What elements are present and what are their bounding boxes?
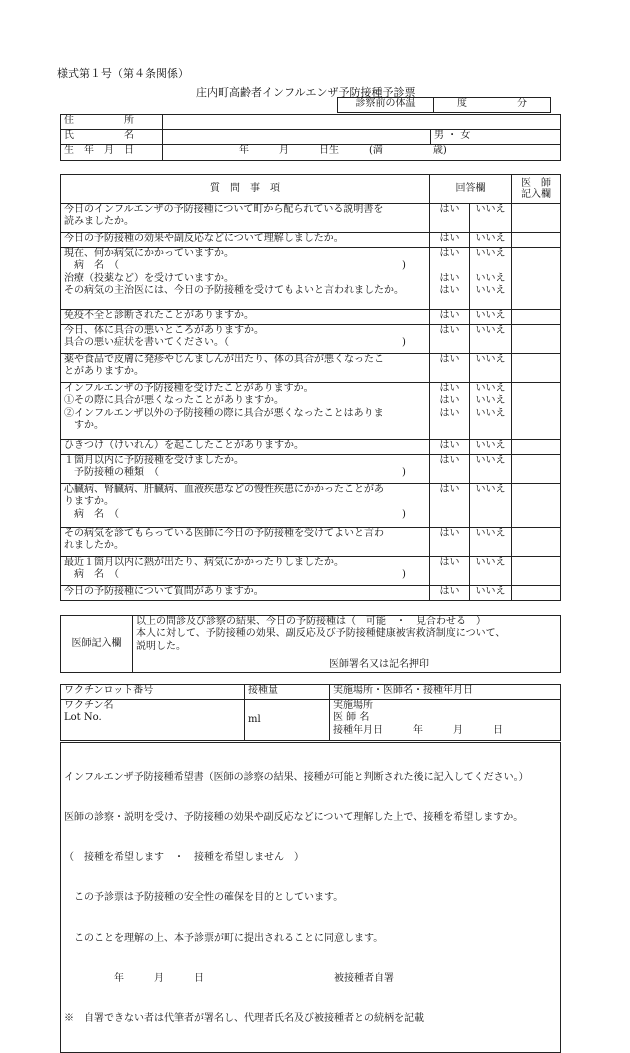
close-paren: ) bbox=[402, 337, 406, 349]
question-11: その病気を診てもらっている医師に今日の予防接種を受けてよいと言わ れましたか。 bbox=[61, 528, 430, 557]
doctor-note-cell[interactable] bbox=[512, 586, 561, 601]
close-paren: ) bbox=[402, 467, 406, 479]
question-3c: 治療（投薬など）を受けていますか。 bbox=[64, 272, 234, 284]
doctor-note-cell[interactable] bbox=[512, 484, 561, 528]
question-6: 薬や食品で皮膚に発疹やじんましんが出たり、体の具合が悪くなったこ とがありますか。 bbox=[61, 354, 430, 383]
name-field[interactable] bbox=[163, 130, 431, 145]
question-12 bbox=[61, 557, 430, 586]
q5-symptom-label: 具合の悪い症状を書いてください。（ bbox=[64, 337, 229, 349]
dob-field[interactable]: 年 月 日生 (満 歳) bbox=[163, 145, 561, 161]
doctor-entry-table bbox=[60, 615, 561, 673]
doctor-note-cell[interactable] bbox=[512, 233, 561, 248]
consent-line-4: この予診票は予防接種の安全性の確保を目的としています。 bbox=[64, 892, 344, 904]
doctor-column-header: 医 師 記入欄 bbox=[512, 175, 561, 204]
yes-option[interactable]: はい bbox=[439, 285, 460, 297]
doctor-note-cell[interactable] bbox=[512, 325, 561, 354]
yes-option[interactable]: はい bbox=[430, 586, 470, 601]
yes-options[interactable] bbox=[430, 248, 470, 310]
doctor-note-cell[interactable] bbox=[512, 204, 561, 233]
doctor-note-cell[interactable] bbox=[512, 455, 561, 484]
question-5a: 今日、体に具合の悪いところがありますか。 bbox=[64, 325, 264, 336]
doctor-name-line: 医 師 名 bbox=[333, 712, 370, 724]
no-options[interactable] bbox=[470, 383, 512, 440]
doctor-signature-label: 医師署名又は記名押印 bbox=[329, 659, 429, 670]
disease-name-line[interactable] bbox=[64, 509, 426, 521]
doctor-note-cell[interactable] bbox=[512, 440, 561, 455]
no-option[interactable]: いいえ bbox=[470, 455, 512, 484]
address-label: 住 所 bbox=[61, 115, 163, 130]
sex-field[interactable]: 男 ・ 女 bbox=[431, 130, 561, 145]
question-4: 免疫不全と診断されたことがありますか。 bbox=[61, 310, 430, 325]
question-1: 今日のインフルエンザの予防接種について町から配られている説明書を 読みましたか。 bbox=[61, 204, 430, 233]
question-header: 質 問 事 項 bbox=[61, 175, 430, 204]
doctor-note-cell[interactable] bbox=[512, 354, 561, 383]
name-label: 氏 名 bbox=[61, 130, 163, 145]
question-12a: 最近１箇月以内に熱が出たり、病気にかかったりしましたか。 bbox=[64, 557, 344, 568]
yes-option[interactable]: はい bbox=[439, 272, 460, 284]
place-doctor-date-field[interactable] bbox=[330, 700, 561, 741]
dob-label: 生 年 月 日 bbox=[61, 145, 163, 161]
place-doctor-date-header: 実施場所・医師名・接種年月日 bbox=[330, 685, 561, 700]
no-option[interactable]: いいえ bbox=[470, 204, 512, 233]
question-5 bbox=[61, 325, 430, 354]
place-line: 実施場所 bbox=[333, 700, 373, 711]
no-option[interactable]: いいえ bbox=[470, 557, 512, 586]
no-option[interactable]: いいえ bbox=[470, 233, 512, 248]
personal-table bbox=[60, 114, 561, 161]
yes-options[interactable] bbox=[430, 383, 470, 440]
lot-number-header: ワクチンロット番号 bbox=[61, 685, 245, 700]
vaccination-date-line: 接種年月日 年 月 日 bbox=[333, 724, 503, 736]
disease-name-line[interactable] bbox=[64, 260, 426, 272]
vaccine-record-table bbox=[60, 684, 561, 741]
question-2: 今日の予防接種の効果や副反応などについて理解しましたか。 bbox=[61, 233, 430, 248]
consent-date-signature[interactable]: 年 月 日 被接種者自署 bbox=[64, 972, 394, 984]
yes-option[interactable]: はい bbox=[439, 383, 460, 394]
no-option[interactable]: いいえ bbox=[470, 528, 512, 557]
q12-disease-label: 病 名 （ bbox=[64, 569, 119, 581]
dose-amount-header: 接種量 bbox=[245, 685, 330, 700]
no-option[interactable]: いいえ bbox=[475, 248, 506, 259]
symptom-line[interactable] bbox=[64, 337, 426, 349]
no-option[interactable]: いいえ bbox=[470, 310, 512, 325]
questionnaire-table bbox=[60, 174, 561, 601]
consent-note: ※ 自署できない者は代筆者が署名し、代理者氏名及び被接種者との続柄を記載 bbox=[64, 1013, 424, 1025]
yes-option[interactable]: はい bbox=[430, 204, 470, 233]
yes-option[interactable]: はい bbox=[430, 354, 470, 383]
no-option[interactable]: いいえ bbox=[475, 285, 506, 297]
question-7c: ②インフルエンザ以外の予防接種の際に具合が悪くなったことはありま すか。 bbox=[64, 407, 384, 432]
ml-unit: ml bbox=[248, 713, 261, 725]
temperature-table bbox=[337, 97, 551, 113]
consent-table bbox=[60, 742, 561, 1053]
temperature-field[interactable] bbox=[434, 98, 551, 113]
yes-option[interactable]: はい bbox=[430, 233, 470, 248]
doctor-note-cell[interactable] bbox=[512, 248, 561, 310]
yes-option[interactable]: はい bbox=[430, 557, 470, 586]
question-13: 今日の予防接種について質問がありますか。 bbox=[61, 586, 430, 601]
yes-option[interactable]: はい bbox=[439, 395, 460, 407]
consent-line-5: このことを理解の上、本予診票が町に提出されることに同意します。 bbox=[64, 932, 384, 944]
no-option[interactable]: いいえ bbox=[475, 383, 506, 394]
question-7b: ①その際に具合が悪くなったことがありますか。 bbox=[64, 395, 284, 407]
question-9a: １箇月以内に予防接種を受けましたか。 bbox=[64, 455, 244, 466]
question-10 bbox=[61, 484, 430, 528]
deg-unit: 度 bbox=[457, 98, 467, 109]
doctor-entry-text: 以上の問診及び診察の結果、今日の予防接種は（ 可能 ・ 見合わせる ） 本人に対して、予防接種の効果、副反応及び予防接種健康被害救済制度について、 説明した。 bbox=[136, 616, 506, 652]
no-option[interactable]: いいえ bbox=[475, 395, 506, 407]
close-paren: ) bbox=[402, 260, 406, 272]
form-title: 庄内町高齢者インフルエンザ予防接種予診票 bbox=[196, 86, 416, 99]
disease-name-line[interactable] bbox=[64, 569, 426, 581]
no-option[interactable]: いいえ bbox=[470, 325, 512, 354]
q10-disease-label: 病 名 （ bbox=[64, 508, 119, 520]
no-option[interactable]: いいえ bbox=[470, 354, 512, 383]
consent-line-2: 医師の診察・説明を受け、予防接種の効果や副反応などについて理解した上で、接種を希望しますか。 bbox=[64, 812, 524, 824]
no-option[interactable]: いいえ bbox=[475, 407, 506, 419]
doctor-note-cell[interactable] bbox=[512, 557, 561, 586]
q3-disease-label: 病 名 （ bbox=[64, 260, 119, 272]
no-option[interactable]: いいえ bbox=[470, 586, 512, 601]
temperature-label: 診察前の体温 bbox=[338, 98, 434, 113]
question-3d: その病気の主治医には、今日の予防接種を受けてもよいと言われましたか。 bbox=[64, 285, 404, 297]
question-7a: インフルエンザの予防接種を受けたことがありますか。 bbox=[64, 383, 314, 394]
close-paren: ) bbox=[402, 569, 406, 581]
yes-option[interactable]: はい bbox=[430, 528, 470, 557]
answer-header: 回答欄 bbox=[430, 175, 512, 204]
consent-choice[interactable]: （ 接種を希望します ・ 接種を希望しません ） bbox=[64, 852, 304, 864]
address-field[interactable] bbox=[163, 115, 561, 130]
doctor-note-cell[interactable] bbox=[512, 383, 561, 440]
question-9 bbox=[61, 455, 430, 484]
vaccine-name-lot-field[interactable]: ワクチン名 Lot No. bbox=[61, 700, 245, 741]
consent-block[interactable] bbox=[61, 743, 561, 1053]
question-7 bbox=[61, 383, 430, 440]
dose-amount-field[interactable] bbox=[245, 700, 330, 741]
no-option[interactable]: いいえ bbox=[470, 440, 512, 455]
doctor-note-cell[interactable] bbox=[512, 528, 561, 557]
yes-option[interactable]: はい bbox=[430, 310, 470, 325]
yes-option[interactable]: はい bbox=[430, 484, 470, 528]
doctor-note-cell[interactable] bbox=[512, 310, 561, 325]
doctor-entry-content[interactable] bbox=[133, 616, 561, 673]
vaccine-type-line[interactable] bbox=[64, 467, 426, 479]
question-8: ひきつけ（けいれん）を起こしたことがありますか。 bbox=[61, 440, 430, 455]
yes-option[interactable]: はい bbox=[439, 248, 460, 259]
yes-option[interactable]: はい bbox=[439, 407, 460, 419]
yes-option[interactable]: はい bbox=[430, 440, 470, 455]
doctor-entry-label: 医師記入欄 bbox=[61, 616, 133, 673]
close-paren: ) bbox=[402, 508, 406, 520]
yes-option[interactable]: はい bbox=[430, 325, 470, 354]
form-number: 様式第１号（第４条関係） bbox=[57, 67, 189, 80]
question-10a: 心臓病、腎臓病、肝臓病、血液疾患などの慢性疾患にかかったことがあ りますか。 bbox=[64, 484, 384, 508]
no-options[interactable] bbox=[470, 248, 512, 310]
consent-line-1: インフルエンザ予防接種希望書（医師の診察の結果、接種が可能と判断された後に記入してください。） bbox=[64, 771, 529, 783]
question-3a: 現在、何か病気にかかっていますか。 bbox=[64, 248, 234, 259]
question-3 bbox=[61, 248, 430, 310]
min-unit: 分 bbox=[517, 98, 527, 109]
no-option[interactable]: いいえ bbox=[475, 272, 506, 284]
q9-type-label: 予防接種の種類 （ bbox=[64, 467, 159, 479]
yes-option[interactable]: はい bbox=[430, 455, 470, 484]
no-option[interactable]: いいえ bbox=[470, 484, 512, 528]
